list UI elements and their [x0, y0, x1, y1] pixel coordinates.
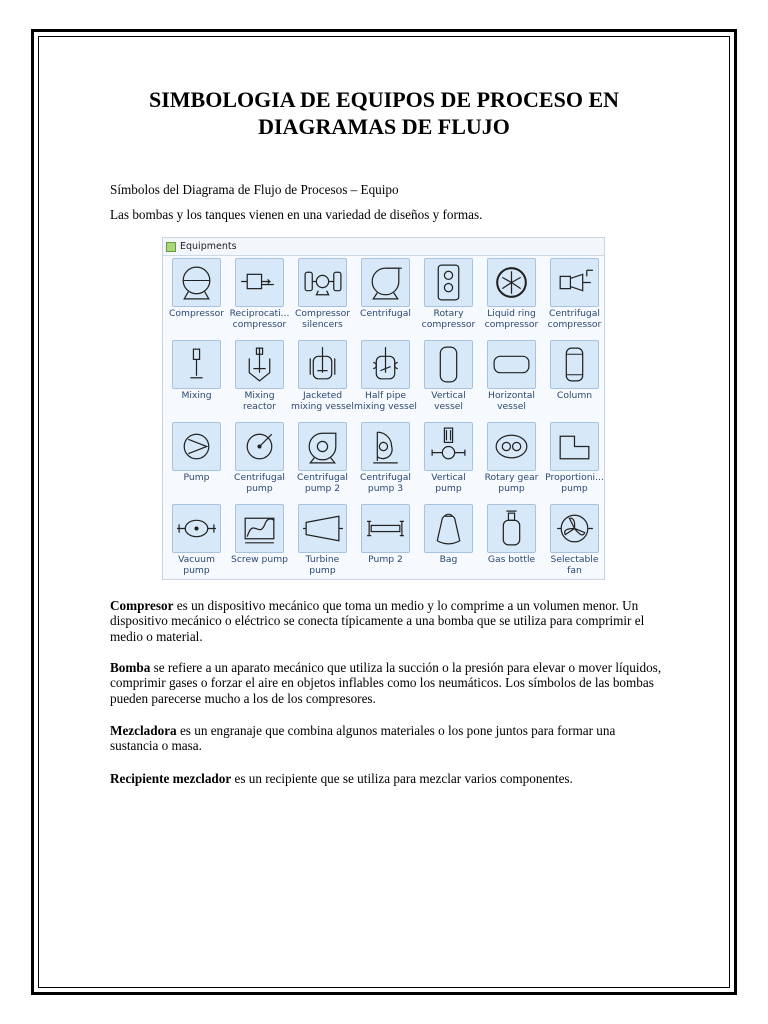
- equipment-item[interactable]: [228, 422, 291, 504]
- equipment-item[interactable]: [291, 504, 354, 580]
- equipment-tile[interactable]: [235, 258, 284, 307]
- equipment-item[interactable]: [228, 258, 291, 340]
- equipment-grid: [165, 258, 605, 580]
- equipment-tile[interactable]: [172, 340, 221, 389]
- equipment-label: Vacuum pump: [178, 554, 215, 576]
- equipment-label: Rotary compressor: [421, 308, 476, 330]
- equipment-label: Turbine pump: [305, 554, 340, 576]
- centrifugal-pump-icon: [237, 424, 282, 469]
- equipment-label: Centrifugal compressor: [547, 308, 602, 330]
- centrifugal-icon: [363, 260, 408, 305]
- equipment-item[interactable]: [165, 340, 228, 422]
- equipment-item[interactable]: [480, 340, 543, 422]
- definition-term: Mezcladora: [110, 723, 177, 738]
- equipment-label: Compressor silencers: [294, 308, 351, 330]
- equipment-item[interactable]: [543, 422, 605, 504]
- selectable-fan-icon: [552, 506, 597, 551]
- equipment-item[interactable]: [354, 422, 417, 504]
- gas-bottle-icon: [489, 506, 534, 551]
- equipment-tile[interactable]: [424, 258, 473, 307]
- page-title: SIMBOLOGIA DE EQUIPOS DE PROCESO EN DIAGRAMAS DE FLUJO: [148, 87, 620, 139]
- equipment-tile[interactable]: [424, 422, 473, 471]
- equipment-tile[interactable]: [235, 340, 284, 389]
- equipment-item[interactable]: [165, 504, 228, 580]
- equipment-label: Liquid ring compressor: [484, 308, 539, 330]
- definition-term: Compresor: [110, 598, 174, 613]
- equipment-item[interactable]: [480, 422, 543, 504]
- equipment-label: Selectable fan: [550, 554, 599, 576]
- equipment-tile[interactable]: [172, 422, 221, 471]
- pump-icon: [174, 424, 219, 469]
- definition-term: Recipiente mezclador: [110, 771, 232, 786]
- equipment-item[interactable]: [543, 258, 605, 340]
- equipment-tile[interactable]: [298, 422, 347, 471]
- definition-text: es un dispositivo mecánico que toma un medio y lo comprime a un volumen menor. Un dispositivo mecánico o eléctrico se conecta típicamente a una bomba que se utiliza para comprimir el medio o material.: [110, 598, 645, 644]
- equipment-item[interactable]: [228, 504, 291, 580]
- equipment-label: Pump 2: [368, 554, 403, 565]
- equipment-label: Centrifugal pump 3: [360, 472, 411, 494]
- definition-recipiente-mezclador: [110, 771, 665, 786]
- compressor-silencers-icon: [300, 260, 345, 305]
- proportioning-pump-icon: [552, 424, 597, 469]
- equipment-tile[interactable]: [361, 258, 410, 307]
- equipment-tile[interactable]: [172, 504, 221, 553]
- equipment-label: Rotary gear pump: [484, 472, 539, 494]
- intro-line-1: Símbolos del Diagrama de Flujo de Procesos – Equipo: [110, 182, 399, 197]
- rotary-gear-pump-icon: [489, 424, 534, 469]
- equipment-item[interactable]: [291, 340, 354, 422]
- pump-2-icon: [363, 506, 408, 551]
- equipment-item[interactable]: [291, 258, 354, 340]
- column-icon: [552, 342, 597, 387]
- equipment-tile[interactable]: [361, 504, 410, 553]
- equipment-item[interactable]: [417, 504, 480, 580]
- equipment-label: Gas bottle: [487, 554, 536, 565]
- equipment-label: Compressor: [168, 308, 225, 319]
- equipment-label: Pump: [183, 472, 210, 483]
- equipment-tile[interactable]: [298, 504, 347, 553]
- definition-text: es un engranaje que combina algunos materiales o los pone juntos para formar una sustancia o masa.: [110, 723, 616, 754]
- equipment-item[interactable]: [417, 258, 480, 340]
- equipment-label: Bag: [439, 554, 458, 565]
- definition-bomba: [110, 660, 665, 706]
- equipment-tile[interactable]: [424, 340, 473, 389]
- equipment-label: Half pipe mixing vessel: [354, 390, 417, 412]
- horizontal-vessel-icon: [489, 342, 534, 387]
- equipments-panel: [162, 237, 605, 580]
- equipment-tile[interactable]: [550, 422, 599, 471]
- equipment-label: Screw pump: [231, 554, 288, 565]
- equipment-label: Jacketed mixing vessel: [291, 390, 354, 412]
- panel-header-icon: [166, 242, 176, 252]
- mixing-icon: [174, 342, 219, 387]
- liquid-ring-compressor-icon: [489, 260, 534, 305]
- half-pipe-mixing-vessel-icon: [363, 342, 408, 387]
- centrifugal-pump-2-icon: [300, 424, 345, 469]
- equipment-label: Centrifugal pump 2: [297, 472, 348, 494]
- equipment-label: Vertical pump: [431, 472, 466, 494]
- equipment-tile[interactable]: [487, 504, 536, 553]
- equipment-label: Column: [556, 390, 593, 401]
- equipment-tile[interactable]: [487, 340, 536, 389]
- equipment-tile[interactable]: [361, 422, 410, 471]
- vertical-pump-icon: [426, 424, 471, 469]
- definition-term: Bomba: [110, 660, 151, 675]
- equipment-tile[interactable]: [172, 258, 221, 307]
- equipment-tile[interactable]: [298, 340, 347, 389]
- definition-text: se refiere a un aparato mecánico que utiliza la succión o la presión para elevar o mover líquidos, comprimir gases o forzar el aire en objetos inflables como los neumáticos. Los símbolos de las bombas pueden parecerse mucho a los de los compresores.: [110, 660, 662, 706]
- equipment-tile[interactable]: [235, 504, 284, 553]
- equipment-tile[interactable]: [361, 340, 410, 389]
- equipment-tile[interactable]: [550, 504, 599, 553]
- equipment-item[interactable]: [354, 340, 417, 422]
- equipment-label: Mixing: [181, 390, 212, 401]
- equipment-item[interactable]: [228, 340, 291, 422]
- equipment-tile[interactable]: [235, 422, 284, 471]
- equipment-label: Proportioni... pump: [545, 472, 604, 494]
- equipment-label: Horizontal vessel: [488, 390, 535, 412]
- equipment-item[interactable]: [165, 422, 228, 504]
- equipment-item[interactable]: [165, 258, 228, 340]
- panel-title: Equipments: [180, 241, 237, 252]
- equipment-tile[interactable]: [424, 504, 473, 553]
- equipment-item[interactable]: [291, 422, 354, 504]
- equipment-item[interactable]: [354, 258, 417, 340]
- equipment-tile[interactable]: [487, 258, 536, 307]
- equipment-item[interactable]: [417, 340, 480, 422]
- equipment-label: Vertical vessel: [431, 390, 466, 412]
- vacuum-pump-icon: [174, 506, 219, 551]
- rotary-compressor-icon: [426, 260, 471, 305]
- intro-line-2: Las bombas y los tanques vienen en una variedad de diseños y formas.: [110, 207, 483, 222]
- equipment-item[interactable]: [480, 504, 543, 580]
- equipment-label: Reciprocati... compressor: [229, 308, 290, 330]
- reciprocating-compressor-icon: [237, 260, 282, 305]
- centrifugal-pump-3-icon: [363, 424, 408, 469]
- jacketed-mixing-vessel-icon: [300, 342, 345, 387]
- bag-icon: [426, 506, 471, 551]
- definition-mezcladora: [110, 723, 665, 754]
- vertical-vessel-icon: [426, 342, 471, 387]
- screw-pump-icon: [237, 506, 282, 551]
- equipment-tile[interactable]: [550, 340, 599, 389]
- equipment-label: Centrifugal: [360, 308, 411, 319]
- equipment-item[interactable]: [480, 258, 543, 340]
- equipment-tile[interactable]: [298, 258, 347, 307]
- equipment-item[interactable]: [354, 504, 417, 580]
- centrifugal-compressor-icon: [552, 260, 597, 305]
- equipment-label: Mixing reactor: [243, 390, 276, 412]
- turbine-pump-icon: [300, 506, 345, 551]
- definition-text: es un recipiente que se utiliza para mezclar varios componentes.: [231, 771, 573, 786]
- compressor-icon: [174, 260, 219, 305]
- equipment-label: Centrifugal pump: [234, 472, 285, 494]
- equipment-item[interactable]: [543, 504, 605, 580]
- mixing-reactor-icon: [237, 342, 282, 387]
- equipment-tile[interactable]: [550, 258, 599, 307]
- definition-compresor: [110, 598, 665, 644]
- equipment-tile[interactable]: [487, 422, 536, 471]
- equipment-item[interactable]: [543, 340, 605, 422]
- panel-header: [163, 238, 604, 256]
- equipment-item[interactable]: [417, 422, 480, 504]
